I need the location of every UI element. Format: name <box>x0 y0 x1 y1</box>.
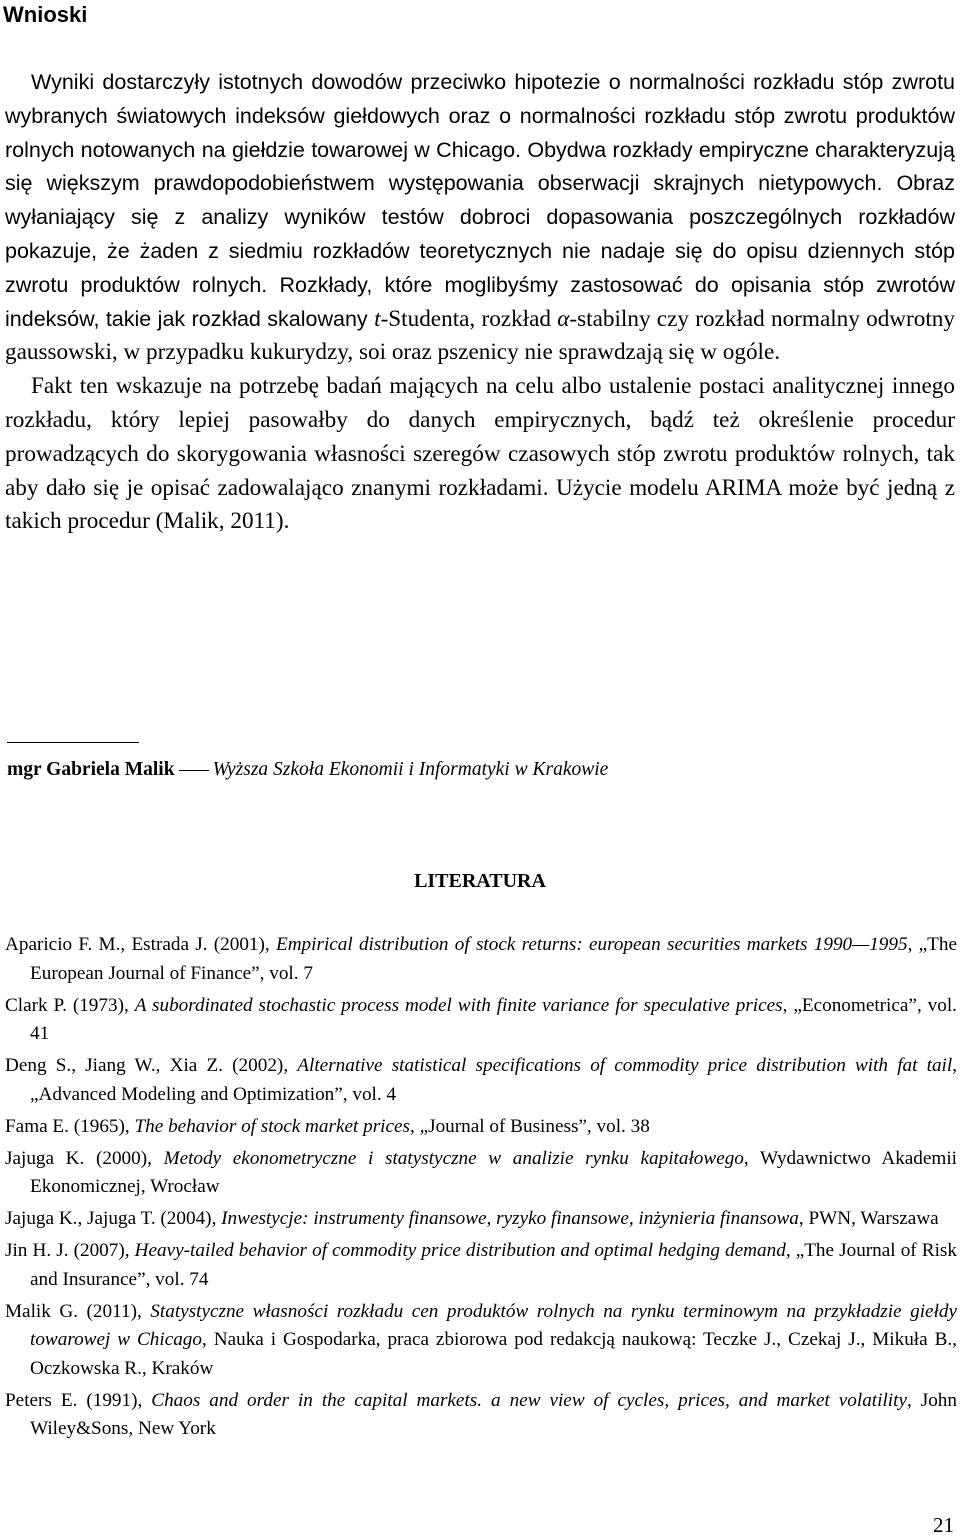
reference-authors: Fama E. (1965), <box>5 1115 135 1137</box>
reference-item <box>5 992 957 1049</box>
paragraph-conclusions <box>5 66 955 370</box>
reference-authors: Jin H. J. (2007), <box>5 1240 135 1261</box>
reference-item <box>5 1052 957 1109</box>
page-number: 21 <box>933 1513 954 1537</box>
literature-title: LITERATURA <box>414 870 546 892</box>
reference-item <box>5 1298 957 1384</box>
author-name-prefix: mgr Gabriela <box>7 759 125 780</box>
section-title: Wnioski <box>3 2 88 27</box>
reference-item <box>5 931 957 988</box>
reference-source: , „Advanced Modeling and Optimization”, vol. 4 <box>30 1055 957 1105</box>
paragraph1-part1: Wyniki dostarczyły istotnych dowodów przeciwko hipotezie o normalności rozkładu stóp zwrotu wybranych światowych indeksów giełdowych oraz o normalności rozkładu stóp zwrotu produktów rolnych notowanych na giełdzie towarowej w Chicago. Obydwa rozkłady empiryczne charakteryzują się większym prawdopodobieństwem występowania obserwacji skrajnych nietypowych. Obraz wyłaniający się z analizy wyników testów dobroci dopasowania poszczególnych rozkładów pokazuje, że żaden z siedmiu rozkładów teoretycznych nie nadaje się do opisu dziennych stóp zwrotu produktów rolnych. Rozkłady, które moglibyśmy zastosować do opisania stóp zwrotów indeksów, takie jak rozkład skalowany <box>5 70 955 331</box>
reference-source: , „Journal of Business”, vol. 38 <box>410 1115 650 1137</box>
paragraph-implications: Fakt ten wskazuje na potrzebę badań mających na celu albo ustalenie postaci analitycznej innego rozkładu, który lepiej pasowałby do danych empirycznych, bądź też określenie procedur prowadzących do skorygowania własności szeregów czasowych stóp zwrotu produktów rolnych, tak aby dało się je opisać zadowalająco znanymi rozkładami. Użycie modelu ARIMA może być jedną z takich procedur (Malik, 2011). <box>5 373 955 535</box>
reference-item <box>5 1237 957 1294</box>
reference-title: The behavior of stock market prices <box>134 1115 410 1137</box>
reference-item <box>5 1145 957 1202</box>
reference-title: Alternative statistical specifications of commodity price distribution with fat tail <box>297 1055 953 1076</box>
reference-title: Inwestycje: instrumenty finansowe, ryzyko finansowe, inżynieria finansowa <box>221 1208 799 1229</box>
reference-authors: Jajuga K., Jajuga T. (2004), <box>5 1208 222 1229</box>
reference-authors: Clark P. (1973), <box>5 994 135 1016</box>
footnote-rule <box>7 742 139 743</box>
reference-source: , Wydawnictwo Akademii Ekonomicznej, Wrocław <box>30 1147 958 1197</box>
paragraph1-part3: -stabilny czy rozkład normalny odwrotny gaussowski, w przypadku kukurydzy, soi oraz pszenicy nie sprawdzają się w ogóle. <box>5 305 955 366</box>
reference-title: Heavy-tailed behavior of commodity price distribution and optimal hedging demand <box>134 1240 786 1261</box>
reference-title: Chaos and order in the capital markets. a new view of cycles, prices, and market volatility <box>151 1389 907 1411</box>
reference-source: , „Econometrica”, vol. 41 <box>30 994 957 1044</box>
reference-title: Empirical distribution of stock returns: european securities markets 1990—1995 <box>275 934 908 955</box>
reference-item <box>5 1387 957 1444</box>
reference-source: , PWN, Warszawa <box>798 1208 939 1229</box>
reference-item <box>5 1113 957 1142</box>
author-name <box>7 759 175 780</box>
author-surname: Malik <box>124 759 175 780</box>
reference-authors: Aparicio F. M., Estrada J. (2001), <box>5 934 276 955</box>
body-text <box>5 66 955 539</box>
reference-source: , John Wiley&Sons, New York <box>30 1389 957 1439</box>
reference-source: , „The European Journal of Finance”, vol. 7 <box>30 934 957 984</box>
author-line <box>7 756 608 784</box>
reference-authors: Malik G. (2011), <box>5 1300 151 1322</box>
reference-item <box>5 1205 957 1234</box>
t-symbol: t <box>374 305 381 332</box>
alpha-symbol: α <box>557 305 570 332</box>
reference-title: Metody ekonometryczne i statystyczne w analizie rynku kapitałowego <box>163 1147 744 1169</box>
reference-list <box>5 931 957 1447</box>
reference-title: A subordinated stochastic process model with finite variance for speculative prices <box>134 994 783 1016</box>
author-dash <box>179 770 209 771</box>
author-affiliation: Wyższa Szkoła Ekonomii i Informatyki w Krakowie <box>212 759 609 780</box>
reference-title: Statystyczne własności rozkładu cen produktów rolnych na rynku terminowym na przykładzie giełdy towarowej w Chicago <box>30 1300 958 1350</box>
paragraph1-part2: -Studenta, rozkład <box>380 305 558 332</box>
reference-source: , „The Journal of Risk and Insurance”, vol. 74 <box>30 1240 957 1290</box>
reference-authors: Peters E. (1991), <box>5 1389 152 1411</box>
reference-source: , Nauka i Gospodarka, praca zbiorowa pod redakcją naukową: Teczke J., Czekaj J., Mikuła B., Oczkowska R., Kraków <box>30 1329 957 1379</box>
reference-authors: Deng S., Jiang W., Xia Z. (2002), <box>5 1055 298 1076</box>
reference-authors: Jajuga K. (2000), <box>5 1147 164 1169</box>
